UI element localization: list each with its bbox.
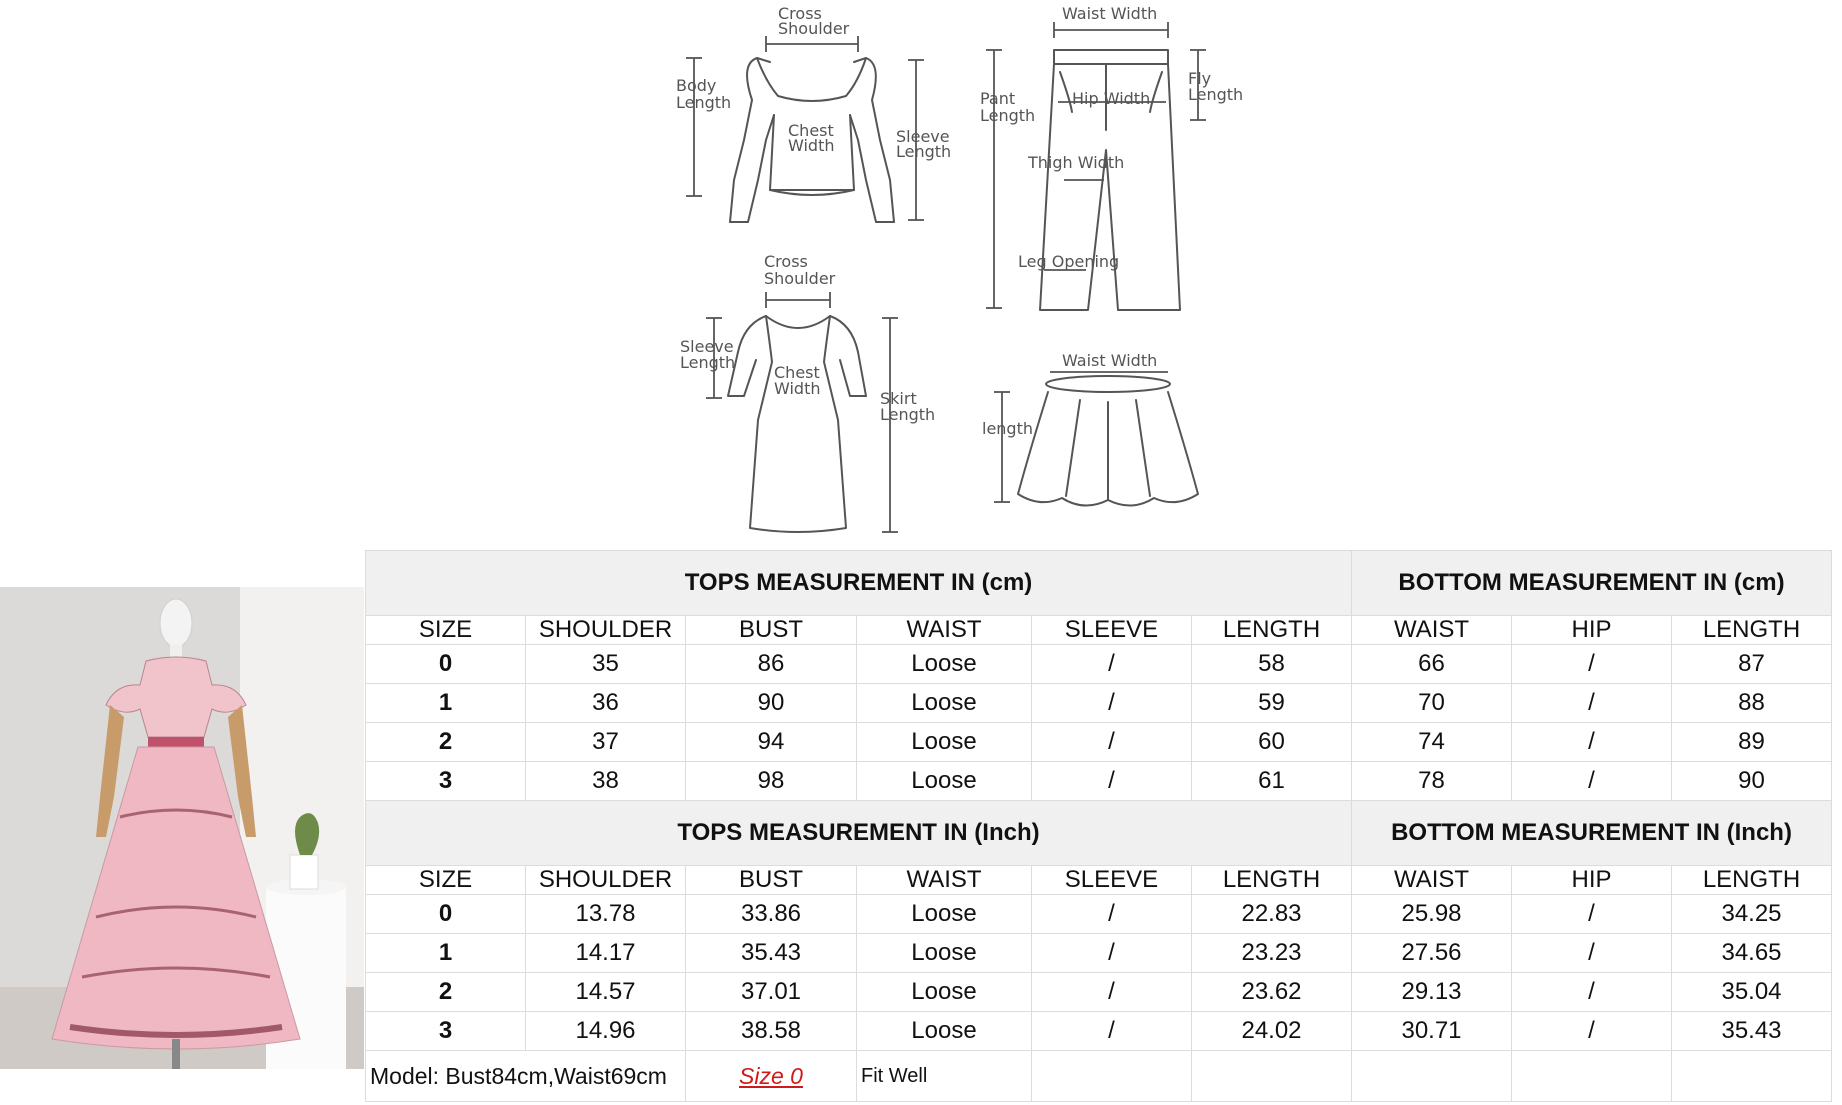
table-cell: / (1032, 723, 1192, 762)
table-cell: 66 (1352, 645, 1512, 684)
column-header: SIZE (366, 616, 526, 645)
mannequin-dress-illustration (0, 587, 364, 1069)
table-cell: / (1032, 895, 1192, 934)
label-hip-width: Hip Width (1072, 89, 1151, 108)
table-cell: / (1512, 645, 1672, 684)
label-skirt-length-1: Skirt (880, 389, 917, 408)
label-dress-cross-shoulder-2: Shoulder (764, 269, 836, 288)
size-cell: 3 (366, 1012, 526, 1051)
size-cell: 2 (366, 973, 526, 1012)
empty-cell (1672, 1051, 1832, 1102)
table-cell: 35 (526, 645, 686, 684)
table-cell: 90 (686, 684, 857, 723)
empty-cell (1352, 1051, 1512, 1102)
label-skirt-length: length (982, 419, 1033, 438)
table-cell: Loose (857, 895, 1032, 934)
table-cell: 37 (526, 723, 686, 762)
table-cell: 61 (1192, 762, 1352, 801)
inch-header-row (366, 801, 1832, 866)
table-cell: / (1032, 762, 1192, 801)
label-dress-sleeve-length-2: Length (680, 353, 736, 372)
label-skirt-waist-width: Waist Width (1062, 351, 1158, 370)
table-cell: Loose (857, 1012, 1032, 1051)
column-header: LENGTH (1672, 616, 1832, 645)
label-sleeve-length-2: Length (896, 142, 952, 161)
table-cell: / (1512, 934, 1672, 973)
label-chest-width-2: Width (788, 136, 835, 155)
model-measurements: Model: Bust84cm,Waist69cm (366, 1051, 686, 1102)
table-cell: Loose (857, 762, 1032, 801)
label-skirt-length-2: Length (880, 405, 936, 424)
inch-column-header-row (366, 866, 1832, 895)
table-cell: 35.04 (1672, 973, 1832, 1012)
table-cell: 33.86 (686, 895, 857, 934)
label-pant-length-1: Pant (980, 89, 1016, 108)
table-cell: 35.43 (686, 934, 857, 973)
table-row (366, 684, 1832, 723)
table-cell: Loose (857, 645, 1032, 684)
table-row (366, 723, 1832, 762)
table-cell: 74 (1352, 723, 1512, 762)
table-cell: 60 (1192, 723, 1352, 762)
label-dress-cross-shoulder-1: Cross (764, 252, 808, 271)
column-header: LENGTH (1192, 866, 1352, 895)
label-cross-shoulder-2: Shoulder (778, 19, 850, 38)
table-cell: / (1032, 934, 1192, 973)
table-row (366, 895, 1832, 934)
size-cell: 0 (366, 895, 526, 934)
table-cell: 24.02 (1192, 1012, 1352, 1051)
column-header: LENGTH (1192, 616, 1352, 645)
column-header: LENGTH (1672, 866, 1832, 895)
table-row (366, 973, 1832, 1012)
table-cell: 13.78 (526, 895, 686, 934)
table-cell: 22.83 (1192, 895, 1352, 934)
table-cell: 87 (1672, 645, 1832, 684)
table-cell: Loose (857, 934, 1032, 973)
size-cell: 2 (366, 723, 526, 762)
table-cell: 29.13 (1352, 973, 1512, 1012)
table-cell: 90 (1672, 762, 1832, 801)
column-header: WAIST (1352, 866, 1512, 895)
table-cell: 30.71 (1352, 1012, 1512, 1051)
fit-note: Fit Well (857, 1051, 1032, 1102)
column-header: SLEEVE (1032, 866, 1192, 895)
model-info-row (366, 1051, 1832, 1102)
table-cell: 78 (1352, 762, 1512, 801)
table-cell: / (1512, 895, 1672, 934)
table-cell: 27.56 (1352, 934, 1512, 973)
product-photo (0, 587, 364, 1069)
empty-cell (1032, 1051, 1192, 1102)
table-cell: 14.57 (526, 973, 686, 1012)
cm-column-header-row (366, 616, 1832, 645)
label-body-length-2: Length (676, 93, 732, 112)
table-row (366, 934, 1832, 973)
size-chart-table (365, 550, 1832, 1102)
garment-sketches (0, 0, 1842, 550)
cm-header-row (366, 551, 1832, 616)
table-cell: 88 (1672, 684, 1832, 723)
table-row (366, 762, 1832, 801)
column-header: WAIST (857, 616, 1032, 645)
skirt-sketch (1018, 376, 1198, 506)
tops-cm-title: TOPS MEASUREMENT IN (cm) (366, 551, 1352, 616)
label-fly-length-1: Fly (1188, 69, 1212, 88)
column-header: BUST (686, 866, 857, 895)
table-cell: / (1032, 973, 1192, 1012)
size-cell: 3 (366, 762, 526, 801)
measurement-diagrams (0, 0, 1842, 550)
label-sleeve-length-1: Sleeve (896, 127, 950, 146)
table-cell: / (1512, 684, 1672, 723)
column-header: WAIST (1352, 616, 1512, 645)
table-cell: / (1512, 723, 1672, 762)
column-header: SHOULDER (526, 866, 686, 895)
table-cell: 23.62 (1192, 973, 1352, 1012)
table-cell: 25.98 (1352, 895, 1512, 934)
empty-cell (1192, 1051, 1352, 1102)
label-leg-opening: Leg Opening (1018, 252, 1120, 271)
table-cell: 14.17 (526, 934, 686, 973)
label-dress-chest-width-1: Chest (774, 363, 820, 382)
bottom-cm-title: BOTTOM MEASUREMENT IN (cm) (1352, 551, 1832, 616)
model-size: Size 0 (686, 1051, 857, 1102)
table-cell: 89 (1672, 723, 1832, 762)
label-chest-width-1: Chest (788, 121, 834, 140)
table-cell: 14.96 (526, 1012, 686, 1051)
table-cell: 35.43 (1672, 1012, 1832, 1051)
table-cell: 38 (526, 762, 686, 801)
table-cell: / (1512, 762, 1672, 801)
size-cell: 0 (366, 645, 526, 684)
table-cell: 38.58 (686, 1012, 857, 1051)
empty-cell (1512, 1051, 1672, 1102)
column-header: SHOULDER (526, 616, 686, 645)
table-cell: 58 (1192, 645, 1352, 684)
table-row (366, 645, 1832, 684)
table-cell: 94 (686, 723, 857, 762)
table-cell: 70 (1352, 684, 1512, 723)
table-cell: Loose (857, 723, 1032, 762)
column-header: WAIST (857, 866, 1032, 895)
table-cell: / (1032, 1012, 1192, 1051)
label-fly-length-2: Length (1188, 85, 1244, 104)
label-dress-chest-width-2: Width (774, 379, 821, 398)
table-cell: / (1512, 1012, 1672, 1051)
table-cell: 86 (686, 645, 857, 684)
label-pant-waist-width: Waist Width (1062, 4, 1158, 23)
label-cross-shoulder-1: Cross (778, 4, 822, 23)
table-cell: Loose (857, 973, 1032, 1012)
column-header: BUST (686, 616, 857, 645)
bottom-inch-title: BOTTOM MEASUREMENT IN (Inch) (1352, 801, 1832, 866)
table-cell: / (1512, 973, 1672, 1012)
column-header: HIP (1512, 866, 1672, 895)
table-cell: 98 (686, 762, 857, 801)
tops-inch-title: TOPS MEASUREMENT IN (Inch) (366, 801, 1352, 866)
column-header: HIP (1512, 616, 1672, 645)
label-thigh-width: Thigh Width (1028, 153, 1125, 172)
column-header: SLEEVE (1032, 616, 1192, 645)
table-cell: / (1032, 684, 1192, 723)
table-cell: / (1032, 645, 1192, 684)
size-cell: 1 (366, 934, 526, 973)
table-row (366, 1012, 1832, 1051)
table-cell: 34.65 (1672, 934, 1832, 973)
label-pant-length-2: Length (980, 106, 1036, 125)
table-cell: 37.01 (686, 973, 857, 1012)
table-cell: Loose (857, 684, 1032, 723)
table-cell: 36 (526, 684, 686, 723)
table-cell: 59 (1192, 684, 1352, 723)
column-header: SIZE (366, 866, 526, 895)
label-dress-sleeve-length-1: Sleeve (680, 337, 734, 356)
label-body-length-1: Body (676, 76, 717, 95)
table-cell: 34.25 (1672, 895, 1832, 934)
dress-sketch (728, 316, 866, 532)
table-cell: 23.23 (1192, 934, 1352, 973)
size-cell: 1 (366, 684, 526, 723)
